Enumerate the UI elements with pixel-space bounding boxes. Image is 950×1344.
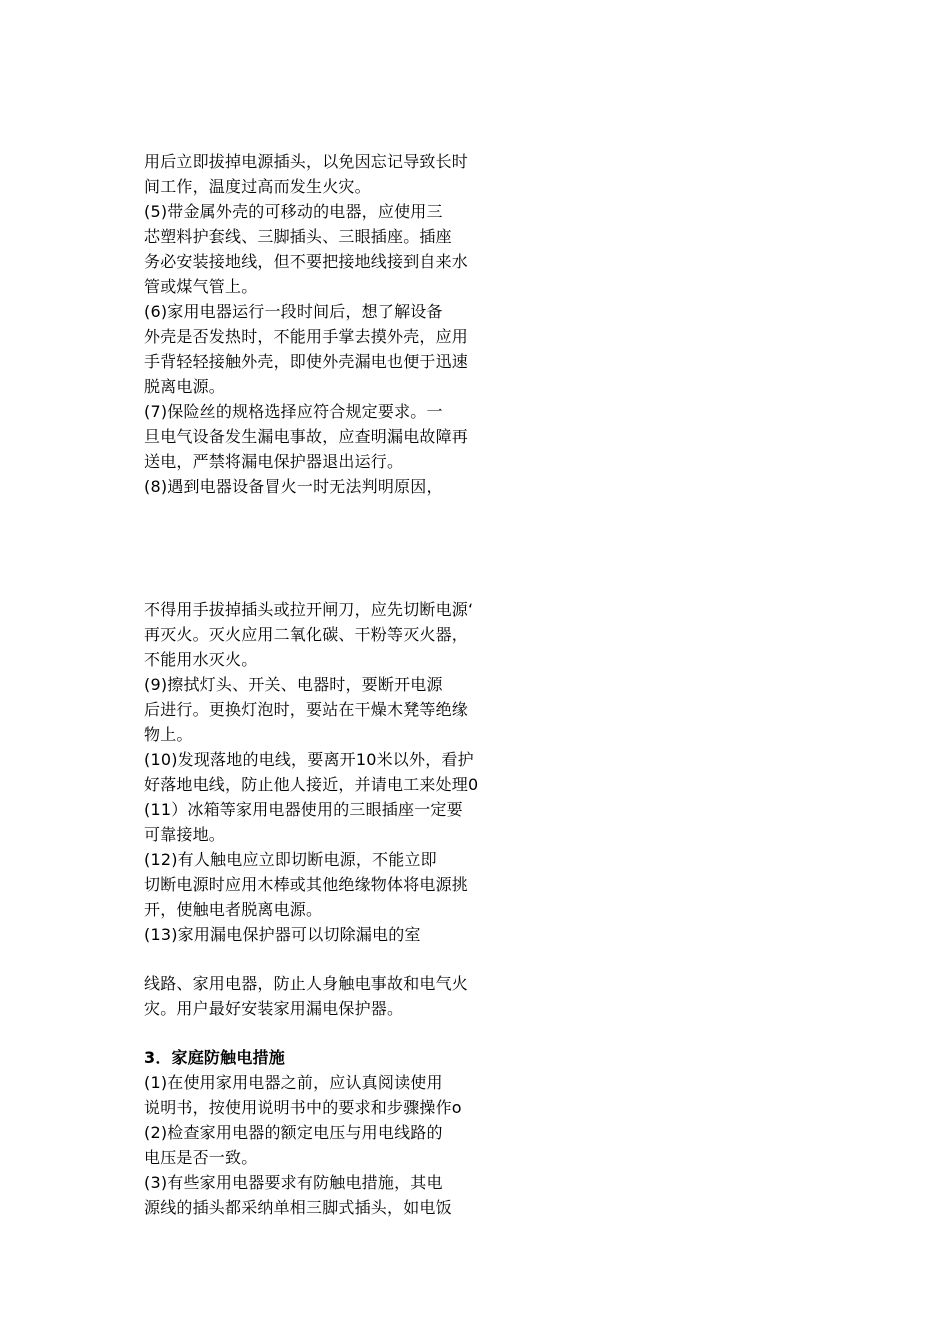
text-line: 旦电气设备发生漏电事故，应查明漏电故障再 <box>144 427 469 446</box>
text-line: 可靠接地。 <box>144 825 226 844</box>
text-line: 电压是否一致。 <box>144 1148 258 1167</box>
text-line: 灾。用户最好安装家用漏电保护器。 <box>144 999 404 1018</box>
text-line: (9)擦拭灯头、开关、电器时，要断开电源 <box>144 675 443 694</box>
text-line: 再灭火。灭火应用二氧化碳、干粉等灭火器， <box>144 625 469 644</box>
text-line: (8)遇到电器设备冒火一时无法判明原因， <box>144 477 443 496</box>
text-line: (7)保险丝的规格选择应符合规定要求。一 <box>144 402 443 421</box>
text-line: (12)有人触电应立即切断电源，不能立即 <box>144 850 437 869</box>
text-line: (2)检查家用电器的额定电压与用电线路的 <box>144 1123 443 1142</box>
text-line: 说明书，按使用说明书中的要求和步骤操作o <box>144 1098 462 1117</box>
text-line: (1)在使用家用电器之前，应认真阅读使用 <box>144 1073 443 1092</box>
text-line: 开，使触电者脱离电源。 <box>144 900 323 919</box>
text-line: 脱离电源。 <box>144 377 226 396</box>
text-line: 用后立即拔掉电源插头，以免因忘记导致长时 <box>144 152 469 171</box>
text-line: 务必安装接地线，但不要把接地线接到自来水 <box>144 252 469 271</box>
text-line: (13)家用漏电保护器可以切除漏电的室 <box>144 925 421 944</box>
text-line: 不得用手拔掉插头或拉开闸刀，应先切断电源‘ <box>144 600 474 619</box>
text-line: (10)发现落地的电线，要离开10米以外，看护 <box>144 750 474 769</box>
text-line: 物上。 <box>144 725 193 744</box>
text-line: 管或煤气管上。 <box>144 277 258 296</box>
text-line: 间工作，温度过高而发生火灾。 <box>144 177 371 196</box>
text-line: 送电，严禁将漏电保护器退出运行。 <box>144 452 404 471</box>
text-line: (11）冰箱等家用电器使用的三眼插座一定要 <box>144 800 463 819</box>
text-line: 好落地电线，防止他人接近，并请电工来处理0 <box>144 775 479 794</box>
text-line: (6)家用电器运行一段时间后，想了解设备 <box>144 302 443 321</box>
text-line: 源线的插头都采纳单相三脚式插头，如电饭 <box>144 1198 452 1217</box>
text-line: 后进行。更换灯泡时，要站在干燥木凳等绝缘 <box>144 700 469 719</box>
text-line: 不能用水灭火。 <box>144 650 258 669</box>
text-line: 线路、家用电器，防止人身触电事故和电气火 <box>144 974 469 993</box>
text-line: (3)有些家用电器要求有防触电措施，其电 <box>144 1173 443 1192</box>
text-line: 手背轻轻接触外壳，即使外壳漏电也便于迅速 <box>144 352 469 371</box>
section-heading: 3．家庭防触电措施 <box>144 1048 285 1067</box>
text-line: 切断电源时应用木棒或其他绝缘物体将电源挑 <box>144 875 469 894</box>
text-line: 外壳是否发热时，不能用手掌去摸外壳，应用 <box>144 327 469 346</box>
text-line: 芯塑料护套线、三脚插头、三眼插座。插座 <box>144 227 452 246</box>
text-line: (5)带金属外壳的可移动的电器，应使用三 <box>144 202 443 221</box>
